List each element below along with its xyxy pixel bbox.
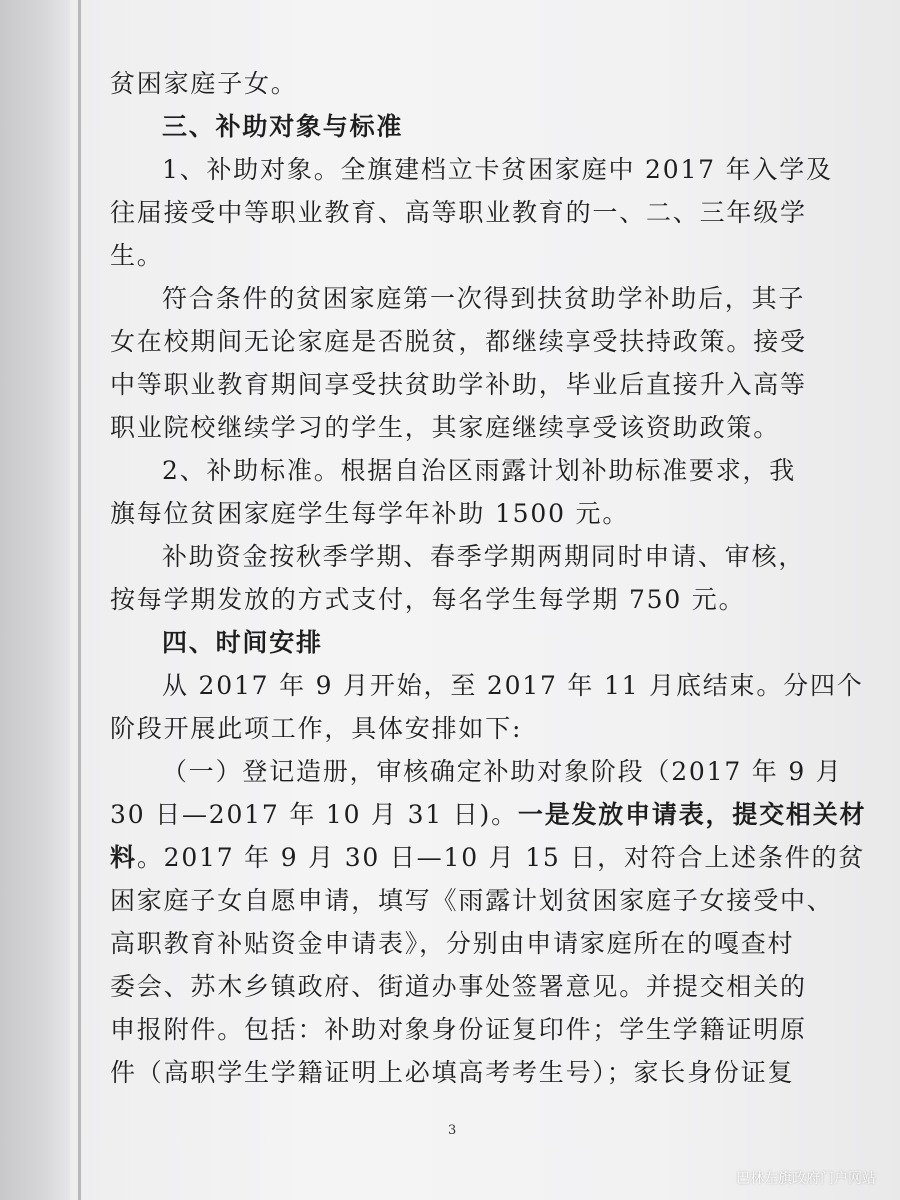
text-line: 从 2017 年 9 月开始，至 2017 年 11 月底结束。分四个	[162, 671, 864, 700]
section-heading-4: 四、时间安排	[162, 628, 323, 657]
text-line: 往届接受中等职业教育、高等职业教育的一、二、三年级学	[110, 198, 807, 227]
bold-text-run: 料	[110, 843, 137, 872]
text-run: 。2017 年 9 月 30 日—10 月 15 日，对符合上述条件的贫	[136, 843, 866, 872]
text-line: 符合条件的贫困家庭第一次得到扶贫助学补助后，其子	[162, 284, 806, 313]
text-line: 委会、苏木乡镇政府、街道办事处签署意见。并提交相关的	[110, 972, 807, 1001]
text-line: 高职教育补贴资金申请表》，分别由申请家庭所在的嘎查村	[110, 929, 795, 958]
section-heading-3: 三、补助对象与标准	[162, 112, 404, 141]
text-line	[110, 836, 866, 879]
text-line: 件（高职学生学籍证明上必填高考考生号）；家长身份证复	[110, 1058, 795, 1087]
text-line: 贫困家庭子女。	[110, 69, 298, 98]
text-run: 30 日—2017 年 10 月 31 日)。	[110, 800, 518, 829]
text-line: 困家庭子女自愿申请，填写《雨露计划贫困家庭子女接受中、	[110, 886, 834, 915]
text-line: 补助资金按秋季学期、春季学期两期同时申请、审核，	[162, 542, 806, 571]
text-line: 2、补助标准。根据自治区雨露计划补助标准要求，我	[162, 456, 797, 485]
text-line: 阶段开展此项工作，具体安排如下:	[110, 714, 523, 743]
text-line: 生。	[110, 241, 164, 270]
text-line: 1、补助对象。全旗建档立卡贫困家庭中 2017 年入学及	[162, 155, 833, 184]
text-line: 按每学期发放的方式支付，每名学生每学期 750 元。	[110, 585, 746, 614]
document-body	[110, 62, 867, 1094]
binding-shadow	[0, 0, 70, 1200]
text-line: 女在校期间无论家庭是否脱贫，都继续享受扶持政策。接受	[110, 327, 807, 356]
text-line: 职业院校继续学习的学生，其家庭继续享受该资助政策。	[110, 413, 781, 442]
text-line: 申报附件。包括：补助对象身份证复印件；学生学籍证明原	[110, 1015, 807, 1044]
page-number: 3	[448, 1123, 457, 1138]
text-line: 中等职业教育期间享受扶贫助学补助，毕业后直接升入高等	[110, 370, 807, 399]
website-watermark: 巴林左旗政府门户网站	[736, 1171, 876, 1187]
text-line: （一）登记造册，审核确定补助对象阶段（2017 年 9 月	[162, 757, 843, 786]
bold-text-run: 一是发放申请表，提交相关材	[517, 800, 867, 829]
text-line: 旗每位贫困家庭学生每学年补助 1500 元。	[110, 499, 630, 528]
text-line	[110, 793, 867, 836]
page-edge	[78, 0, 81, 1200]
